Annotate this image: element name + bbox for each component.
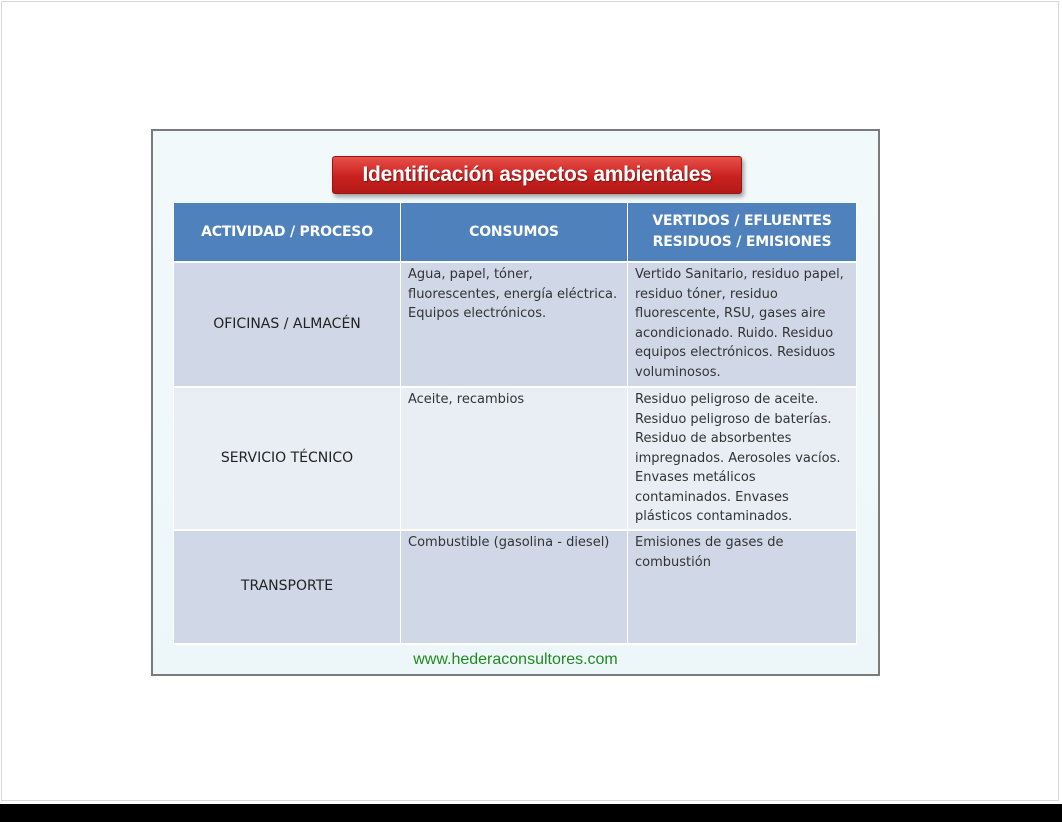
consumos-cell: Combustible (gasolina - diesel) [401,530,628,644]
vertidos-cell: Vertido Sanitario, residuo papel, residuo tóner, residuo fluorescente, RSU, gases aire acondicionado. Ruido. Residuo equipos electrónicos. Residuos voluminosos. [628,262,857,387]
vertidos-cell: Emisiones de gases de combustión [628,530,857,644]
slide [151,129,880,676]
activity-cell: SERVICIO TÉCNICO [174,387,401,530]
website-link[interactable]: www.hederaconsultores.com [413,651,618,668]
table-row [174,262,857,387]
table-row [174,387,857,530]
header-vertidos-line1: VERTIDOS / EFLUENTES [652,213,832,229]
vertidos-cell: Residuo peligroso de aceite. Residuo peligroso de baterías. Residuo de absorbentes impregnados. Aerosoles vacíos. Envases metálicos contaminados. Envases plásticos contaminados. [628,387,857,530]
consumos-cell: Agua, papel, tóner, fluorescentes, energía eléctrica. Equipos electrónicos. [401,262,628,387]
header-vertidos [628,203,857,262]
bottom-bar [0,804,1062,822]
aspects-table [173,203,857,645]
header-consumos: CONSUMOS [401,203,628,262]
table-row [174,530,857,644]
consumos-cell: Aceite, recambios [401,387,628,530]
slide-title: Identificación aspectos ambientales [332,156,742,194]
activity-cell: TRANSPORTE [174,530,401,644]
activity-cell: OFICINAS / ALMACÉN [174,262,401,387]
table-header-row [174,203,857,262]
header-actividad: ACTIVIDAD / PROCESO [174,203,401,262]
header-vertidos-line2: RESIDUOS / EMISIONES [652,234,832,250]
